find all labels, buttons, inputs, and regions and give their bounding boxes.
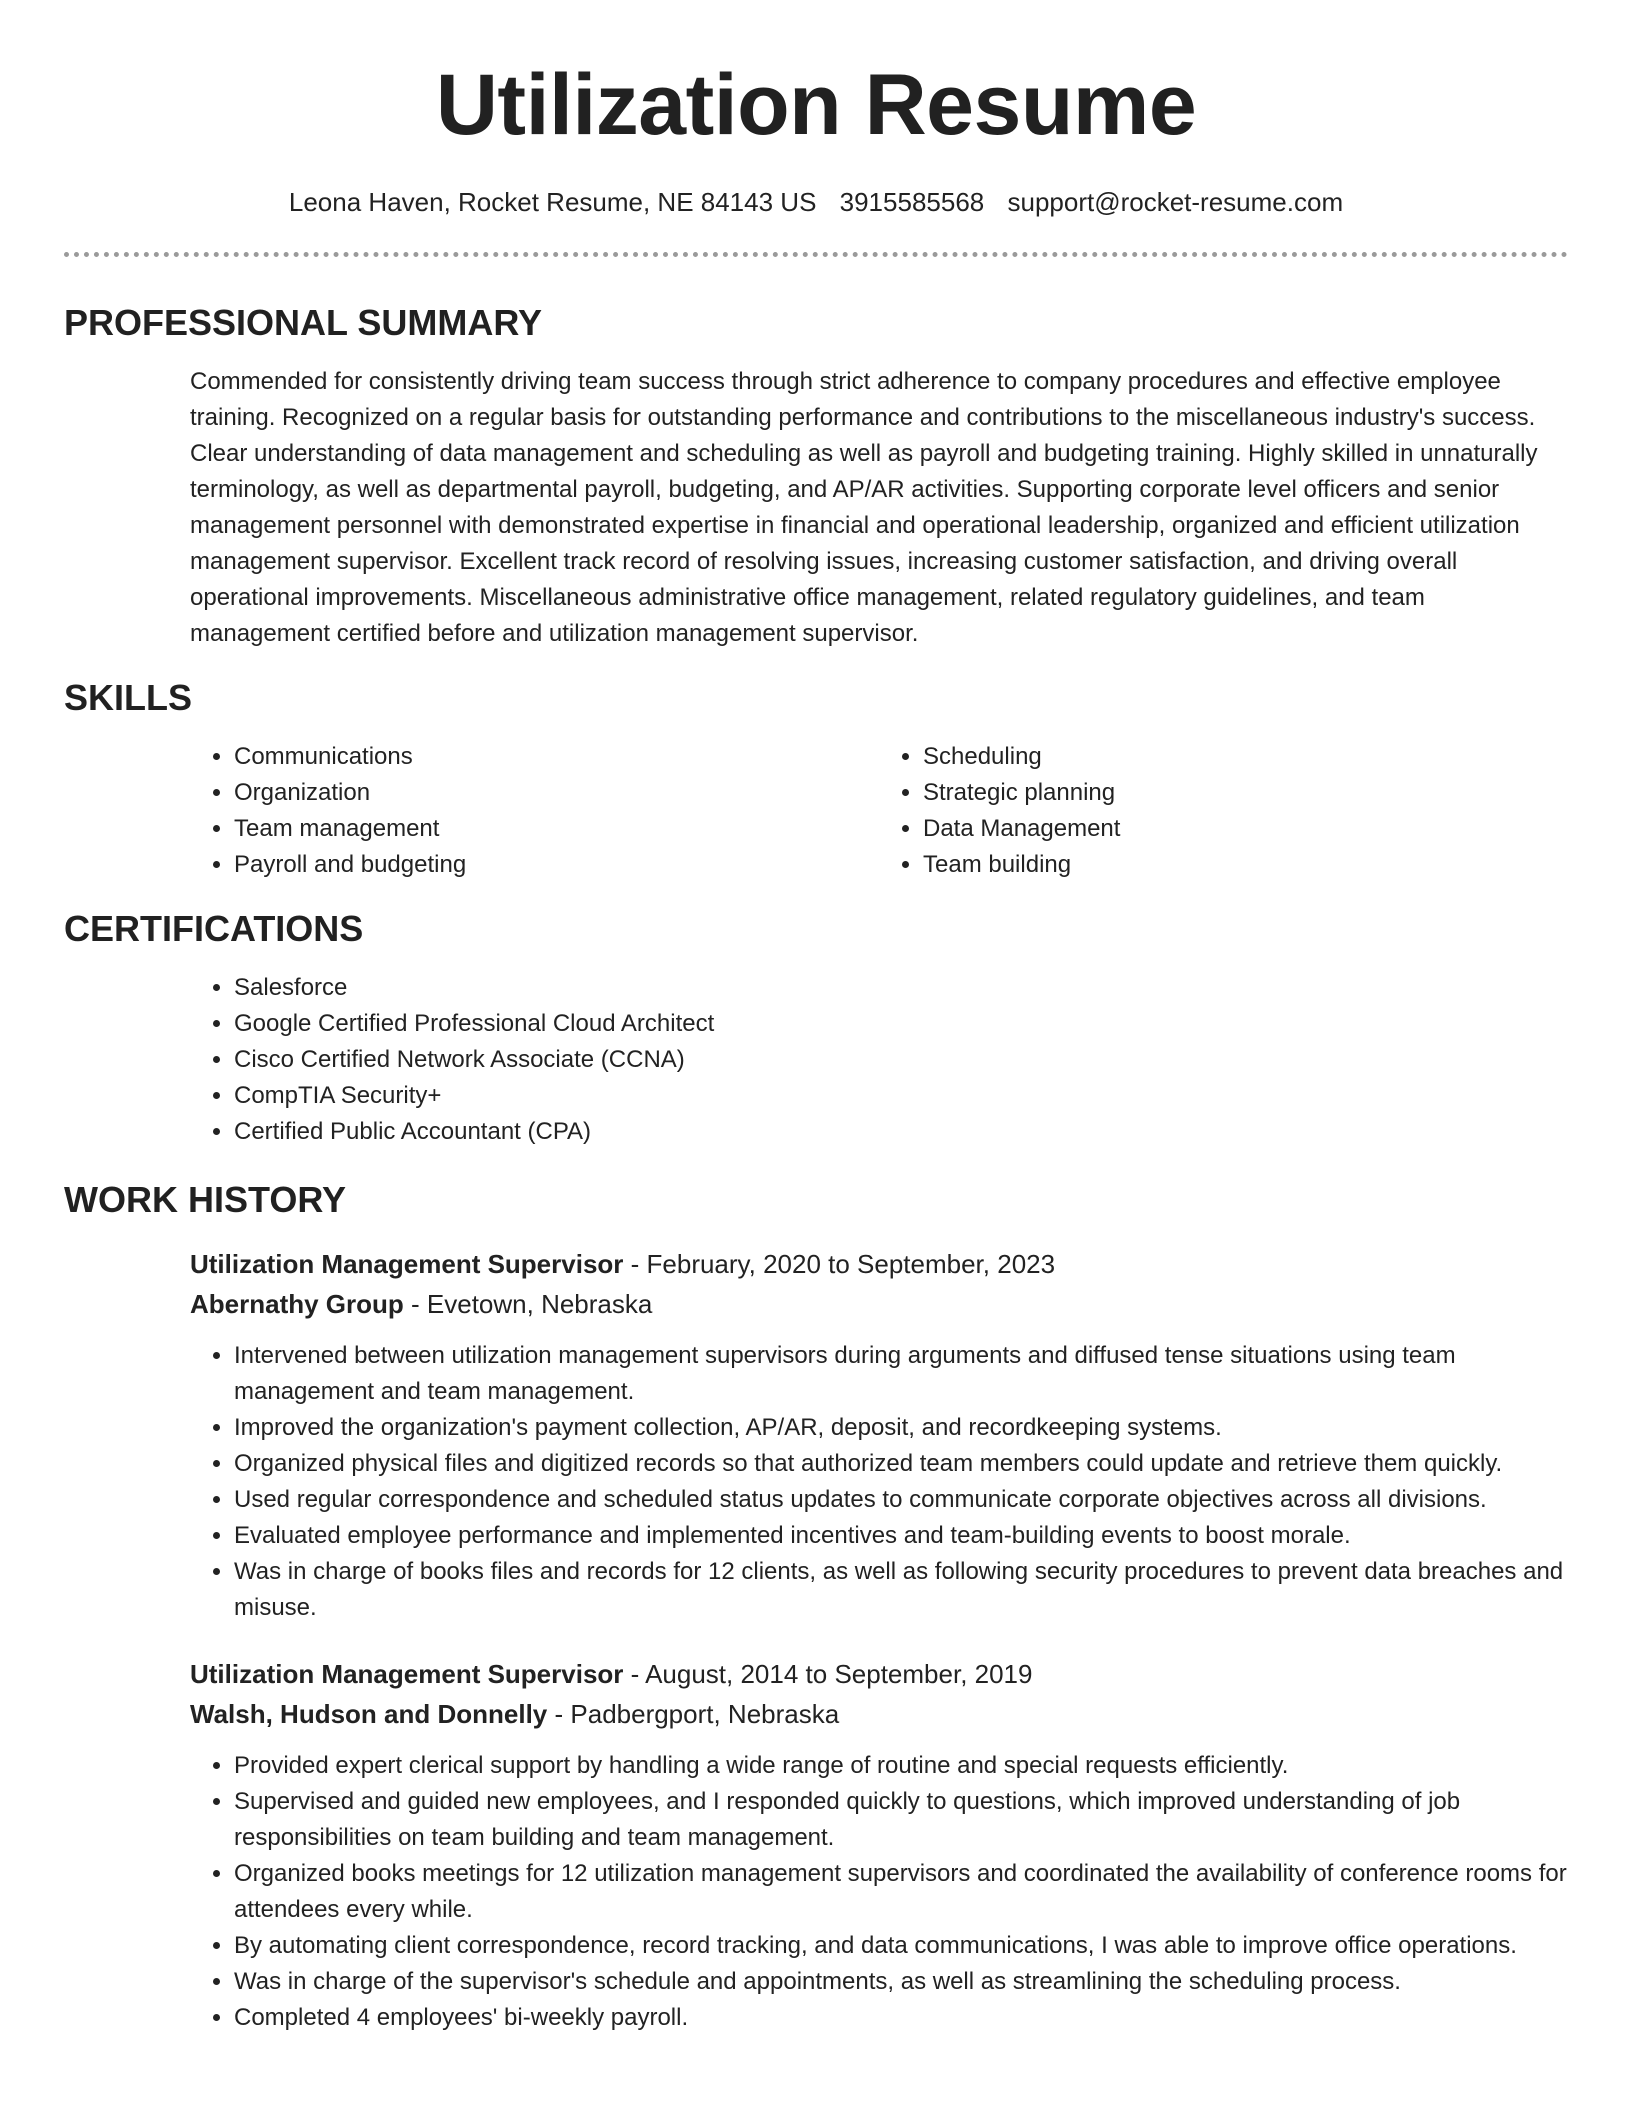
job-bullet: • Organized physical files and digitized records so that authorized team members could update and retrieve them quickly. [234, 1446, 1568, 1482]
skills-list-right [879, 739, 1568, 883]
contact-phone: 3915585568 [839, 186, 985, 217]
certifications-section [64, 970, 1568, 1150]
contact-address: Leona Haven, Rocket Resume, NE 84143 US [288, 186, 817, 217]
job-title-line [190, 1654, 1568, 1694]
skill-item: • Team building [923, 847, 1568, 883]
skill-item: • Team management [234, 811, 879, 847]
job-company-line [190, 1284, 1568, 1324]
job-bullet: • Improved the organization's payment collection, AP/AR, deposit, and recordkeeping systems. [234, 1410, 1568, 1446]
job-title-line [190, 1244, 1568, 1284]
job-bullets [190, 1748, 1568, 2036]
skill-item: • Scheduling [923, 739, 1568, 775]
job-bullet: • Used regular correspondence and scheduled status updates to communicate corporate objectives across all divisions. [234, 1482, 1568, 1518]
contact-line [64, 187, 1568, 218]
job-bullet: • By automating client correspondence, record tracking, and data communications, I was able to improve office operations. [234, 1928, 1568, 1964]
summary-section [64, 364, 1568, 652]
skills-section [64, 739, 1568, 883]
skills-heading: SKILLS [64, 676, 193, 718]
skill-item: • Communications [234, 739, 879, 775]
summary-text: Commended for consistently driving team success through strict adherence to company procedures and effective employee training. Recognized on a regular basis for outstanding performance and contributions to the miscellaneous industry's success. Clear understanding of data management and scheduling as well as payroll and budgeting training. Highly skilled in unnaturally terminology, as well as departmental payroll, budgeting, and AP/AR activities. Supporting corporate level officers and senior management personnel with demonstrated expertise in financial and operational leadership, organized and efficient utilization management supervisor. Excellent track record of resolving issues, increasing customer satisfaction, and driving overall operational improvements. Miscellaneous administrative office management, related regulatory guidelines, and team management certified before and utilization management supervisor. [190, 367, 1538, 647]
job-role: Utilization Management Supervisor [190, 1658, 624, 1689]
job-dates: - August, 2014 to September, 2019 [623, 1658, 1033, 1689]
job-location: - Padbergport, Nebraska [547, 1698, 840, 1729]
job-company: Abernathy Group [190, 1288, 404, 1319]
job-bullet: • Organized books meetings for 12 utilization management supervisors and coordinated the availability of conference rooms for attendees every while. [234, 1856, 1568, 1928]
job-bullet: • Completed 4 employees' bi-weekly payroll. [234, 2000, 1568, 2036]
certifications-heading: CERTIFICATIONS [64, 908, 364, 950]
job-role: Utilization Management Supervisor [190, 1248, 624, 1279]
certification-item: • Salesforce [234, 970, 1568, 1006]
job-bullets [190, 1338, 1568, 1626]
job-bullet: • Was in charge of the supervisor's schedule and appointments, as well as streamlining the scheduling process. [234, 1964, 1568, 2000]
certifications-list [190, 970, 1568, 1150]
job-entry [64, 1244, 1568, 1626]
job-bullet: • Evaluated employee performance and implemented incentives and team-building events to boost morale. [234, 1518, 1568, 1554]
skill-item: • Payroll and budgeting [234, 847, 879, 883]
resume-title: Utilization Resume [435, 57, 1197, 153]
skill-item: • Data Management [923, 811, 1568, 847]
job-company-line [190, 1694, 1568, 1734]
contact-email: support@rocket-resume.com [1007, 186, 1344, 217]
skill-item: • Organization [234, 775, 879, 811]
job-bullet: • Provided expert clerical support by handling a wide range of routine and special requests efficiently. [234, 1748, 1568, 1784]
job-entry [64, 1654, 1568, 2036]
certification-item: • CompTIA Security+ [234, 1078, 1568, 1114]
job-dates: - February, 2020 to September, 2023 [623, 1248, 1056, 1279]
job-bullet: • Was in charge of books files and records for 12 clients, as well as following security procedures to prevent data breaches and misuse. [234, 1554, 1568, 1626]
certification-item: • Certified Public Accountant (CPA) [234, 1114, 1568, 1150]
skills-list-left [190, 739, 879, 883]
job-bullet: • Intervened between utilization management supervisors during arguments and diffused tense situations using team management and team management. [234, 1338, 1568, 1410]
job-company: Walsh, Hudson and Donnelly [190, 1698, 548, 1729]
certification-item: • Cisco Certified Network Associate (CCNA) [234, 1042, 1568, 1078]
skill-item: • Strategic planning [923, 775, 1568, 811]
job-bullet: • Supervised and guided new employees, and I responded quickly to questions, which improved understanding of job responsibilities on team building and team management. [234, 1784, 1568, 1856]
summary-heading: PROFESSIONAL SUMMARY [64, 301, 543, 343]
certification-item: • Google Certified Professional Cloud Architect [234, 1006, 1568, 1042]
job-location: - Evetown, Nebraska [403, 1288, 653, 1319]
header-divider [64, 252, 1568, 257]
work-history-heading: WORK HISTORY [64, 1179, 347, 1221]
